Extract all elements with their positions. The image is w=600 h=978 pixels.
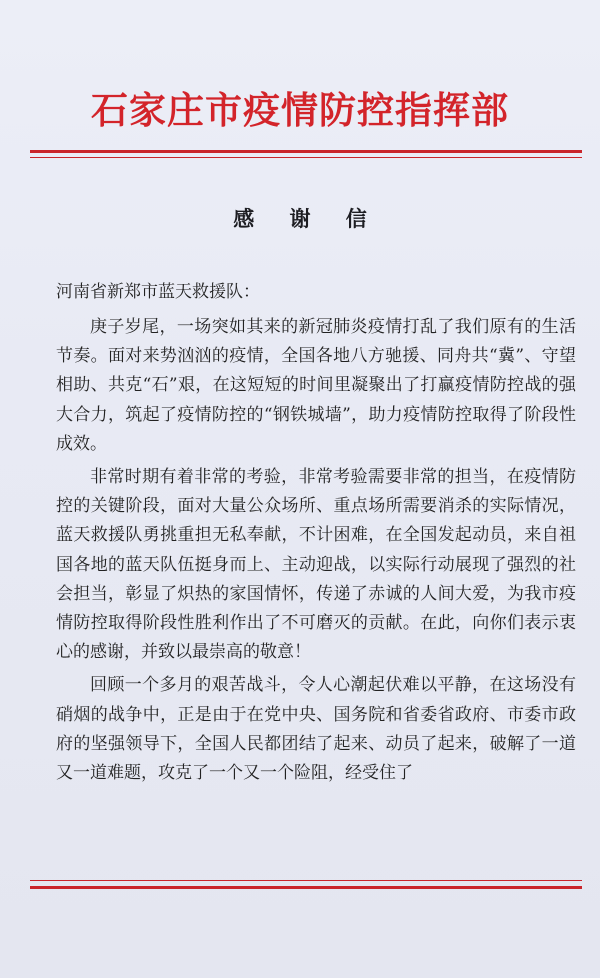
letter-title: 感 谢 信	[233, 206, 381, 231]
footer-rule-thick	[30, 886, 582, 889]
footer-rule-thin	[30, 880, 582, 881]
paragraph: 庚子岁尾，一场突如其来的新冠肺炎疫情打乱了我们原有的生活节奏。面对来势汹汹的疫情，全国各地八方驰援、同舟共“冀”、守望相助、共克“石”艰，在这短短的时间里凝聚出了打赢疫情防控战的强大合力，筑起了疫情防控的“钢铁城墙”，助力疫情防控取得了阶段性成效。	[56, 317, 576, 454]
org-header-title: 石家庄市疫情防控指挥部	[91, 88, 509, 132]
header-rule-thick	[30, 150, 582, 153]
paragraph: 非常时期有着非常的考验，非常考验需要非常的担当，在疫情防控的关键阶段，面对大量公众场所、重点场所需要消杀的实际情况，蓝天救援队勇挑重担无私奉献，不计困难，在全国发起动员，来自祖国各地的蓝天队伍挺身而上、主动迎战，以实际行动展现了强烈的社会担当，彰显了炽热的家国情怀，传递了赤诚的人间大爱，为我市疫情防控取得阶段性胜利作出了不可磨灭的贡献。在此，向你们表示衷心的感谢，并致以最崇高的敬意！	[56, 467, 576, 663]
paragraph: 回顾一个多月的艰苦战斗，令人心潮起伏难以平静，在这场没有硝烟的战争中，正是由于在党中央、国务院和省委省政府、市委市政府的坚强领导下，全国人民都团结了起来、动员了起来，破解了一道又一道难题，攻克了一个又一个险阻，经受住了	[56, 675, 576, 784]
header-rule-thin	[30, 157, 582, 158]
letter-body	[56, 313, 576, 788]
salutation: 河南省新郑市蓝天救援队：	[56, 282, 260, 302]
